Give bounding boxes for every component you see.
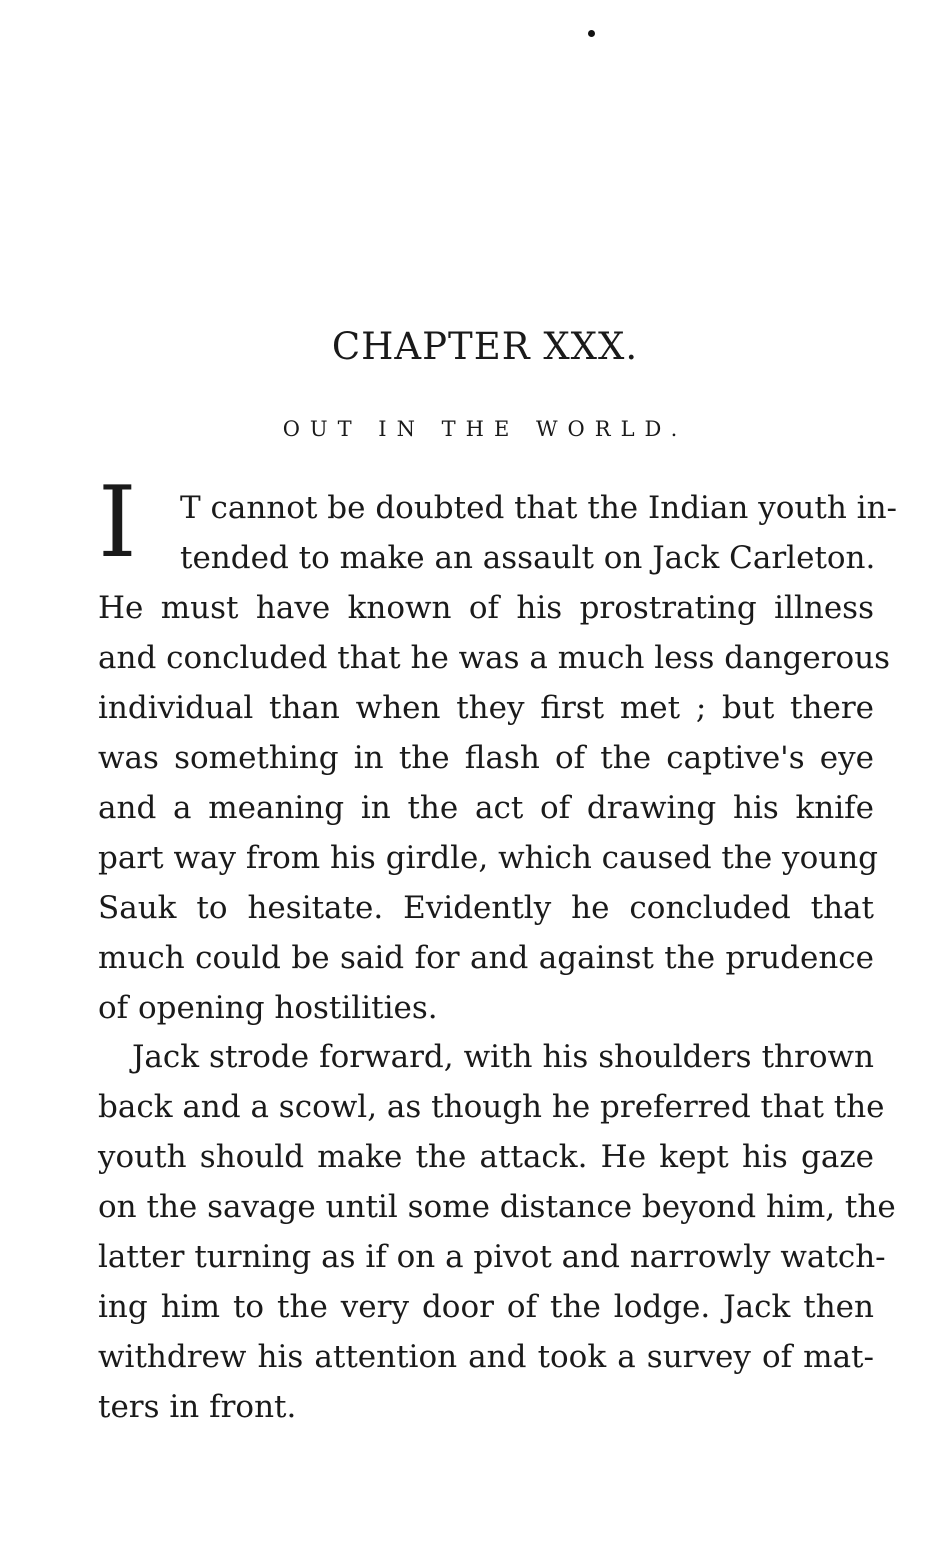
text-line: back and a scowl, as though he preferred that the [98, 1089, 885, 1125]
text-line: Sauk to hesitate. Evidently he concluded that [98, 890, 874, 926]
chapter-subtitle: OUT IN THE WORLD. [282, 417, 688, 441]
paragraph-1 [98, 483, 898, 1033]
text-line: latter turning as if on a pivot and narrowly watch- [98, 1239, 886, 1275]
text-line: Jack strode forward, with his shoulders thrown [132, 1039, 874, 1075]
text-line: of opening hostilities. [98, 990, 438, 1026]
text-line: tended to make an assault on Jack Carleton. [180, 540, 876, 576]
text-line: and concluded that he was a much less dangerous [98, 640, 891, 676]
text-line: much could be said for and against the prudence [98, 940, 874, 976]
text-line: ters in front. [98, 1389, 297, 1425]
ink-speck [588, 30, 595, 37]
text-line: He must have known of his prostrating illness [98, 590, 874, 626]
text-line: withdrew his attention and took a survey of mat- [98, 1339, 874, 1375]
text-line: T cannot be doubted that the Indian youth in- [180, 490, 898, 526]
text-line: part way from his girdle, which caused the young [98, 840, 879, 876]
chapter-heading: CHAPTER XXX. [331, 325, 639, 368]
text-line: was something in the flash of the captive's eye [98, 740, 874, 776]
paragraph-2 [98, 1032, 896, 1432]
text-line: on the savage until some distance beyond him, the [98, 1189, 896, 1225]
text-line: ing him to the very door of the lodge. Jack then [98, 1289, 874, 1325]
text-line: individual than when they first met ; but there [98, 690, 874, 726]
text-line: youth should make the attack. He kept his gaze [98, 1139, 874, 1175]
drop-cap: I [98, 466, 137, 580]
text-line: and a meaning in the act of drawing his knife [98, 790, 874, 826]
